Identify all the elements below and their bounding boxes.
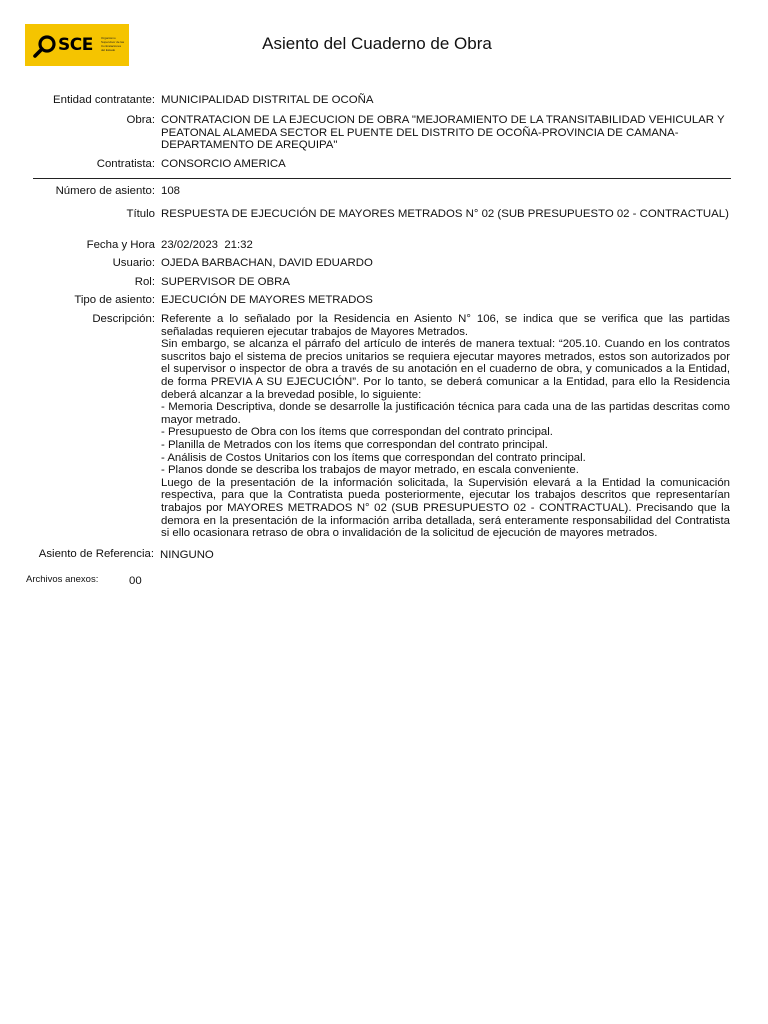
rol-value: SUPERVISOR DE OBRA bbox=[161, 276, 290, 288]
obra-label: Obra: bbox=[126, 114, 155, 126]
entidad-value: MUNICIPALIDAD DISTRITAL DE OCOÑA bbox=[161, 94, 374, 106]
logo-subtitle: Organismo Supervisor de las Contrataciones del Estado bbox=[101, 36, 125, 52]
descripcion-paragraph: Sin embargo, se alcanza el párrafo del artículo de interés de manera textual: “205.10. Cuando en los contratos suscritos bajo el sistema de precios unitarios se requiera ejecutar mayores metrados, estos son autorizados por el supervisor o inspector de obra a través de su anotación en el cuaderno de obra, y comunicados a la Entidad, de forma PREVIA A SU EJECUCIÓN”. Por lo tanto, se deberá comunicar a la Entidad, para ello la Residencia deberá alcanzar a la brevedad posible, lo siguiente: bbox=[161, 338, 730, 401]
descripcion-paragraph: Referente a lo señalado por la Residencia en Asiento N° 106, se indica que se verifica que las partidas señaladas requieren ejecutar trabajos de Mayores Metrados. bbox=[161, 313, 730, 338]
tipo-label: Tipo de asiento: bbox=[74, 294, 155, 306]
page-title: Asiento del Cuaderno de Obra bbox=[262, 34, 492, 53]
tipo-value: EJECUCIÓN DE MAYORES METRADOS bbox=[161, 294, 373, 306]
usuario-value: OJEDA BARBACHAN, DAVID EDUARDO bbox=[161, 257, 373, 269]
contratista-label: Contratista: bbox=[96, 158, 155, 170]
referencia-value: NINGUNO bbox=[160, 549, 214, 561]
titulo-label: Título bbox=[126, 208, 155, 220]
usuario-label: Usuario: bbox=[112, 257, 155, 269]
numero-label: Número de asiento: bbox=[55, 185, 155, 197]
numero-value: 108 bbox=[161, 185, 181, 197]
titulo-value: RESPUESTA DE EJECUCIÓN DE MAYORES METRADOS N° 02 (SUB PRESUPUESTO 02 - CONTRACTUAL) bbox=[161, 208, 729, 220]
descripcion-paragraph: - Análisis de Costos Unitarios con los ítems que correspondan del contrato principal. bbox=[161, 451, 586, 464]
fecha-label: Fecha y Hora bbox=[86, 239, 155, 251]
descripcion-label: Descripción: bbox=[92, 313, 155, 325]
logo-text: SCE bbox=[58, 35, 93, 55]
anexos-label: Archivos anexos: bbox=[26, 574, 99, 585]
contratista-value: CONSORCIO AMERICA bbox=[161, 158, 286, 170]
descripcion-paragraph: Luego de la presentación de la información solicitada, la Supervisión elevará a la Entidad la comunicación respectiva, para que la Contratista pueda posteriormente, ejecutar los trabajos descritos que representarían trabajos por MAYORES METRADOS N° 02 (SUB PRESUPUESTO 02 - CONTRACTUAL). Precisando que la demora en la presentación de la información arriba detallada, será enteramente responsabilidad del Contratista si ello ocasionara retraso de obra o invalidación de la solicitud de ejecución de mayores metrados. bbox=[161, 476, 730, 540]
fecha-value: 23/02/2023 21:32 bbox=[161, 239, 253, 251]
anexos-value: 00 bbox=[129, 575, 142, 587]
descripcion-paragraph: - Planilla de Metrados con los ítems que correspondan del contrato principal. bbox=[161, 438, 548, 451]
referencia-label: Asiento de Referencia: bbox=[38, 548, 154, 560]
rol-label: Rol: bbox=[134, 276, 155, 288]
divider bbox=[33, 178, 731, 179]
descripcion-paragraph: - Memoria Descriptiva, donde se desarrolle la justificación técnica para cada una de las partidas descritas como mayor metrado. bbox=[161, 401, 730, 426]
descripcion-paragraph: - Presupuesto de Obra con los ítems que correspondan del contrato principal. bbox=[161, 426, 553, 439]
obra-value: CONTRATACION DE LA EJECUCION DE OBRA "MEJORAMIENTO DE LA TRANSITABILIDAD VEHICULAR Y PEATONAL ALAMEDA SECTOR EL PUENTE DEL DISTRITO DE OCOÑA-PROVINCIA DE CAMANA-DEPARTAMENTO DE AREQUIPA" bbox=[161, 114, 725, 152]
descripcion-text bbox=[161, 313, 730, 540]
descripcion-paragraph: - Planos donde se describa los trabajos de mayor metrado, en escala conveniente. bbox=[161, 464, 579, 477]
entidad-label: Entidad contratante: bbox=[53, 94, 155, 106]
